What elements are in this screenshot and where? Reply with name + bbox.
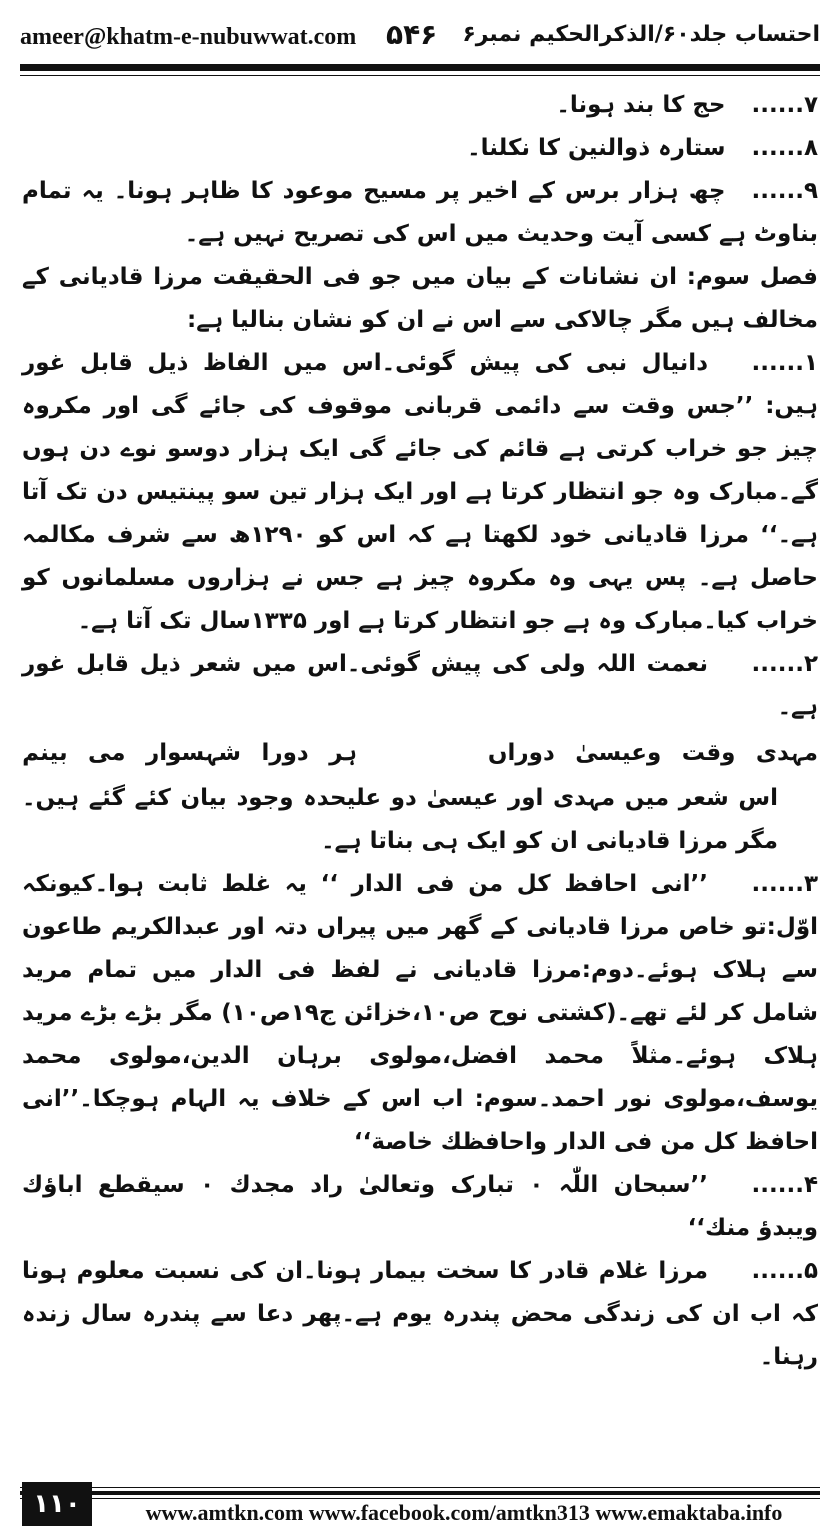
couplet-word: وقت <box>681 740 736 766</box>
item-number: ۲...... <box>751 651 818 677</box>
couplet-word: دوراں <box>487 740 555 766</box>
item-number: ۵...... <box>751 1258 818 1284</box>
couplet-word: دورا <box>261 740 309 766</box>
footer-page-number: ۱۱۰ <box>22 1482 92 1526</box>
couplet-word: ہر <box>329 740 357 766</box>
page-header <box>20 14 820 60</box>
footer-urls: www.amtkn.com www.facebook.com/amtkn313 www.emaktaba.info <box>145 1500 783 1525</box>
footer-rule <box>20 1491 820 1495</box>
item-text: مرزا غلام قادر کا سخت بیمار ہونا۔ان کی نسبت معلوم ہونا کہ اب ان کی زندگی محض پندرہ یوم ہے۔پھر دعا سے پندرہ سال زندہ رہنا۔ <box>22 1258 818 1370</box>
item-number: ۹...... <box>751 178 818 204</box>
list-item-3 <box>22 863 818 1164</box>
section-heading-3: فصل سوم: ان نشانات کے بیان میں جو فی الحقیقت مرزا قادیانی کے مخالف ہیں مگر چالاکی سے اس نے ان کو نشان بنالیا ہے: <box>22 264 818 333</box>
item-text: دانیال نبی کی پیش گوئی۔اس میں الفاظ ذیل قابل غور ہیں: ’’جس وقت سے دائمی قربانی موقوف کی جائے گی اور مکروہ چیز جو خراب کرتی ہے قائم کی جائے گی ایک ہزار دوسو نوے دن ہوں گے۔مبارک وہ جو انتظار کرتا ہے اور ایک ہزار تین سو پینتیس دن تک آتا ہے۔‘‘ مرزا قادیانی خود لکھتا ہے کہ اس کو ۱۲۹۰ھ سے شرف مکالمہ حاصل ہے۔ پس یہی وہ مکروہ چیز ہے جس نے ہزاروں مسلمانوں کو خراب کیا۔مبارک وہ ہے جو انتظار کرتا ہے اور ۱۳۳۵سال تک آتا ہے۔ <box>22 350 819 634</box>
persian-couplet <box>22 729 818 777</box>
item-text: نعمت اللہ ولی کی پیش گوئی۔اس میں شعر ذیل قابل غور ہے۔ <box>22 651 818 720</box>
list-item-5 <box>22 1250 818 1379</box>
footer-rule <box>20 1487 820 1488</box>
item-number: ۷...... <box>751 92 818 118</box>
header-rule-thin <box>20 75 820 76</box>
item-text: چھ ہزار برس کے اخیر پر مسیح موعود کا ظاہر ہونا۔ یہ تمام بناوٹ ہے کسی آیت وحدیث میں اس کی تصریح نہیں ہے۔ <box>22 178 818 247</box>
arabic-quote: ’’سبحان اللّٰہ ۰ تبارک وتعالیٰ راد مجدك ۰ سیقطع اباؤك ویبدؤ منك‘‘ <box>22 1172 818 1241</box>
couplet-gap <box>377 729 467 777</box>
couplet-note: اس شعر میں مہدی اور عیسیٰ دو علیحدہ وجود بیان کئے گئے ہیں۔مگر مرزا قادیانی ان کو ایک ہی بناتا ہے۔ <box>22 785 778 854</box>
header-rule-thick <box>20 64 820 71</box>
item-number: ۳...... <box>751 871 818 897</box>
page-body <box>22 84 818 1379</box>
arabic-quote: ’’انی احافظ کل من فی الدار ‘‘ <box>320 871 708 897</box>
item-number: ۴...... <box>751 1172 818 1198</box>
couplet-word: می <box>88 740 126 766</box>
footer-rule <box>20 1498 820 1499</box>
couplet-word: مہدی <box>755 740 818 766</box>
couplet-word: وعیسیٰ <box>575 740 662 766</box>
header-book-title: احتساب جلد۶۰/الذکرالحکیم نمبر۶ <box>462 22 820 47</box>
item-number: ۱...... <box>751 350 818 376</box>
couplet-word: بینم <box>22 740 68 766</box>
couplet-word: شہسوار <box>146 740 242 766</box>
item-text: یہ غلط ثابت ہوا۔کیونکہ اوّل:تو خاص مرزا قادیانی کے گھر میں پیراں دتہ اور عبدالکریم طاعون سے ہلاک ہوئے۔دوم:مرزا قادیانی نے لفظ فی الدار میں تمام مرید شامل کر لئے تھے۔(کشتی نوح ص۱۰،خزائن ج۱۹ص۱۰) مگر بڑے بڑے مرید ہلاک ہوئے۔مثلاً محمد افضل،مولوی برہان الدین،مولوی محمد یوسف،مولوی نور احمد۔سوم: اب اس کے خلاف یہ الہام ہوچکا۔ <box>22 871 818 1112</box>
list-item-4 <box>22 1164 818 1250</box>
header-page-number: ۵۴۶ <box>386 18 438 51</box>
arabic-quote: ’’انی احافظ کل من فی الدار واحافظك خاصة‘‘ <box>22 1086 818 1155</box>
item-text: ستارہ ذوالنین کا نکلنا۔ <box>467 135 726 161</box>
item-text: حج کا بند ہونا۔ <box>556 92 726 118</box>
list-item-1 <box>22 342 818 643</box>
header-email: ameer@khatm-e-nubuwwat.com <box>20 24 357 50</box>
item-number: ۸...... <box>751 135 818 161</box>
list-item-2 <box>22 643 818 729</box>
list-item-8 <box>22 127 818 170</box>
list-item-9 <box>22 170 818 256</box>
list-item-7 <box>22 84 818 127</box>
